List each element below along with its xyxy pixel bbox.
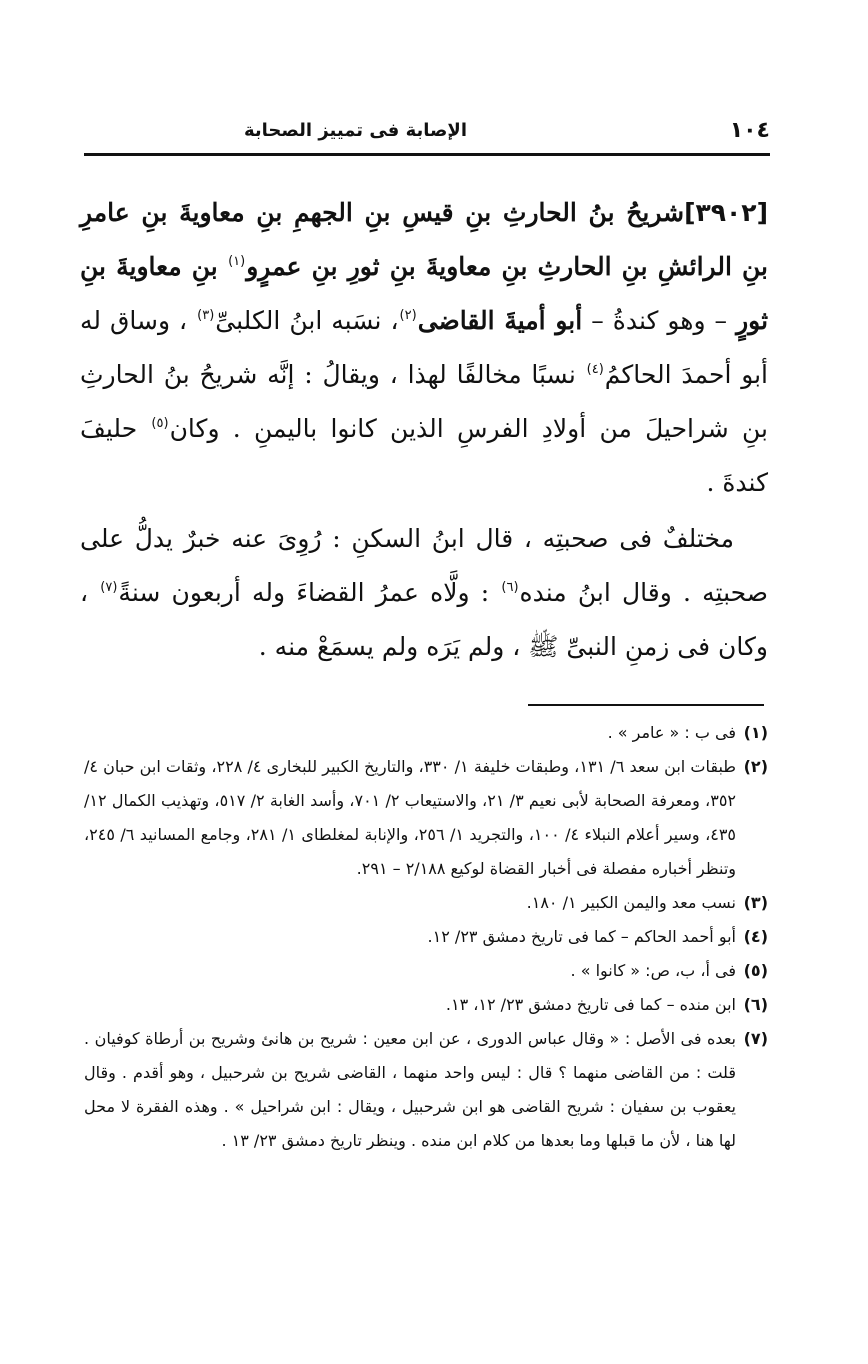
footnote-ref-6: (٦) — [501, 580, 519, 595]
entry-text: نسبًا مخالفًا لهذا ، ويقالُ : إنَّه شريحُ بنُ الحارثِ بنِ شراحيلَ من أولادِ الفرسِ الذين كانوا باليمنِ . وكان — [80, 360, 768, 443]
entry-text: ، نسَبه ابنُ الكلبىِّ — [215, 306, 399, 335]
footnote-ref-5: (٥) — [151, 416, 169, 431]
footnote-ref-4: (٤) — [586, 362, 604, 377]
footnote-number: (٣) — [743, 893, 768, 912]
discussion-text: ، وكان فى زمنِ النبىِّ ﷺ ، ولم يَرَه ولم يسمَعْ منه . — [80, 578, 768, 661]
footnote-ref-2: (٢) — [399, 308, 417, 323]
footnote-text: نسب معد واليمن الكبير ١/ ١٨٠. — [526, 893, 736, 912]
footnote-text: طبقات ابن سعد ٦/ ١٣١، وطبقات خليفة ١/ ٣٣٠، والتاريخ الكبير للبخارى ٤/ ٢٢٨، وثقات ابن حبان ٤/ ٣٥٢، ومعرفة الصحابة لأبى نعيم ٣/ ٢١، والاستيعاب ٢/ ٧٠١، وأسد الغابة ٢/ ٥١٧، وتهذيب الكمال ١٢/ ٤٣٥، وسير أعلام النبلاء ٤/ ١٠٠، والتجريد ١/ ٢٥٦، والإنابة لمغلطاى ١/ ٢٨١، وجامع المسانيد ٦/ ٢٤٥، وتنظر أخباره مفصلة فى أخبار القضاة لوكيع ٢/١٨٨ – ٢٩١. — [84, 757, 737, 878]
footnote-1 — [84, 716, 768, 750]
footnote-number: (٦) — [743, 995, 768, 1014]
footnote-7 — [84, 1022, 768, 1158]
header-rule — [84, 153, 770, 156]
running-title: الإصابة فى تمييز الصحابة — [244, 119, 467, 141]
entry-text: ، وساق له أبو أحمدَ الحاكمُ — [80, 306, 769, 389]
footnote-3 — [84, 886, 768, 920]
footnote-ref-1: (١) — [228, 254, 246, 269]
footnotes — [84, 716, 768, 1158]
footnote-rule — [528, 704, 764, 706]
entry-text: حليفَ كندةَ . — [80, 414, 768, 497]
entry-kunya: أبو أميةَ القاضى — [417, 306, 583, 335]
footnote-2 — [84, 750, 768, 886]
footnote-text: ابن منده – كما فى تاريخ دمشق ٢٣/ ١٢، ١٣. — [445, 995, 736, 1014]
footnote-text: أبو أحمد الحاكم – كما فى تاريخ دمشق ٢٣/ ١٢. — [427, 927, 736, 946]
footnote-6 — [84, 988, 768, 1022]
entry-name: شريحُ بنُ الحارثِ بنِ قيسِ بنِ الجهمِ بنِ معاويةَ بنِ عامرِ بنِ الرائشِ بنِ الحارثِ بنِ معاويةَ بنِ ثورِ بنِ عمرٍو — [80, 198, 768, 281]
discussion-text: مختلفٌ فى صحبتِه ، قال ابنُ السكنِ : رُوِىَ عنه خبرٌ يدلُّ على صحبتِه . وقال ابنُ منده — [80, 524, 768, 607]
entry-text: – وهو كندةُ – — [591, 306, 728, 335]
page-number: ١٠٤ — [729, 117, 770, 143]
footnote-5 — [84, 954, 768, 988]
discussion-text: : ولَّاه عمرُ القضاءَ وله أربعون سنةً — [118, 578, 490, 607]
running-header — [84, 110, 770, 150]
entry-name-continued: بنِ معاويةَ بنِ ثورٍ — [80, 252, 769, 335]
biography-entry — [80, 186, 768, 510]
footnote-ref-7: (٧) — [100, 580, 118, 595]
footnote-number: (٤) — [743, 927, 768, 946]
footnote-4 — [84, 920, 768, 954]
entry-number: [٣٩٠٢] — [684, 198, 768, 227]
footnote-number: (٧) — [743, 1029, 768, 1048]
footnote-number: (٢) — [743, 757, 768, 776]
footnote-number: (٥) — [743, 961, 768, 980]
footnote-number: (١) — [743, 723, 768, 742]
discussion-paragraph — [80, 512, 768, 674]
footnote-ref-3: (٣) — [197, 308, 215, 323]
footnote-text: فى أ، ب، ص: « كانوا » . — [570, 961, 736, 980]
footnote-text: بعده فى الأصل : « وقال عباس الدورى ، عن ابن معين : شريح بن هانئ وشريح بن أرطاة كوفيان . قلت : من القاضى منهما ؟ قال : ليس واحد منهما ، القاضى شريح بن شرحبيل ، وهو أقدم . وقال يعقوب بن سفيان : شريح القاضى هو ابن شرحبيل ، ويقال : ابن شراحيل » . وهذه الفقرة لا محل لها هنا ، لأن ما قبلها وما بعدها من كلام ابن منده . وينظر تاريخ دمشق ٢٣/ ١٣ . — [84, 1029, 736, 1150]
footnote-text: فى ب : « عامر » . — [607, 723, 736, 742]
